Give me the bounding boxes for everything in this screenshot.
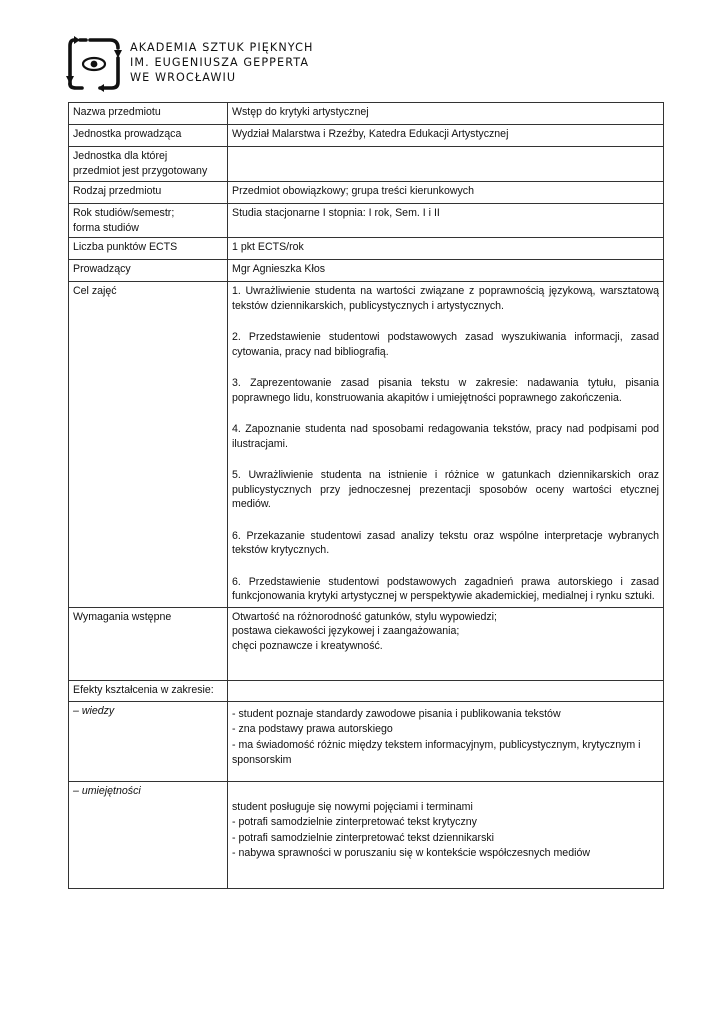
skill-line: - nabywa sprawności w poruszaniu się w kontekście współczesnych mediów: [232, 847, 590, 859]
row-label: Jednostka prowadząca: [69, 125, 228, 147]
row-value: [228, 282, 664, 608]
row-label: Efekty kształcenia w zakresie:: [69, 680, 228, 701]
goal-item: 4. Zapoznanie studenta nad sposobami redagowania tekstów, pracy nad podpisami pod ilustracjami.: [232, 423, 659, 450]
row-value: Studia stacjonarne I stopnia: I rok, Sem. I i II: [228, 204, 664, 238]
institution-line: IM. EUGENIUSZA GEPPERTA: [130, 56, 310, 69]
institution-line: WE WROCŁAWIU: [130, 71, 237, 84]
row-label-line: przedmiot jest przygotowany: [73, 164, 208, 177]
row-value: [228, 607, 664, 680]
table-row: [69, 282, 664, 608]
table-row: [69, 607, 664, 680]
row-value: 1 pkt ECTS/rok: [228, 238, 664, 260]
goal-item: 1. Uwrażliwienie studenta na wartości związane z poprawnością językową, warsztatową tekstów dziennikarskich, publicystycznych i artystycznych.: [232, 285, 659, 312]
goal-item: 6. Przedstawienie studentowi podstawowych zagadnień prawa autorskiego i zasad funkcjonowania krytyki artystycznej w perspektywie akademickiej, medialnej i rynku sztuki.: [232, 575, 659, 602]
requirement-line: chęci poznawcze i kreatywność.: [232, 639, 383, 652]
row-value: Mgr Agnieszka Kłos: [228, 260, 664, 282]
row-value: [228, 781, 664, 888]
row-value: [228, 701, 664, 781]
goal-item: 3. Zaprezentowanie zasad pisania tekstu w zakresie: nadawania tytułu, pisania poprawnego lidu, konstruowania akapitów i umiejętności poprawnego zakończenia.: [232, 377, 659, 404]
skill-line: - potrafi samodzielnie zinterpretować tekst krytyczny: [232, 816, 477, 828]
goal-item: 2. Przedstawienie studentowi podstawowych zasad wyszukiwania informacji, zasad cytowania, pracy nad bibliografią.: [232, 331, 659, 358]
knowledge-line: - student poznaje standardy zawodowe pisania i publikowania tekstów: [232, 707, 561, 720]
table-row: [69, 781, 664, 888]
institution-line: AKADEMIA SZTUK PIĘKNYCH: [130, 41, 314, 54]
goal-item: 6. Przekazanie studentowi zasad analizy tekstu oraz wspólne interpretacje wybranych tekstów krytycznych.: [232, 529, 659, 556]
row-label: Nazwa przedmiotu: [69, 103, 228, 125]
row-value: Wydział Malarstwa i Rzeźby, Katedra Edukacji Artystycznej: [228, 125, 664, 147]
row-label: Cel zajęć: [69, 282, 228, 608]
table-row: [69, 238, 664, 260]
table-row: [69, 680, 664, 701]
row-label-line: Jednostka dla której: [73, 150, 168, 162]
row-value: [228, 680, 664, 701]
row-value: [228, 147, 664, 182]
requirement-line: Otwartość na różnorodność gatunków, stylu wypowiedzi;: [232, 610, 497, 623]
requirement-line: postawa ciekawości językowej i zaangażowania;: [232, 625, 460, 637]
row-label: [69, 147, 228, 182]
row-label: Prowadzący: [69, 260, 228, 282]
skill-line: student posługuje się nowymi pojęciami i terminami: [232, 800, 473, 813]
table-row: [69, 125, 664, 147]
institution-name: [130, 40, 314, 85]
table-row: [69, 701, 664, 781]
skill-line: - potrafi samodzielnie zinterpretować tekst dziennikarski: [232, 831, 495, 844]
syllabus-table: [68, 102, 664, 889]
table-row: [69, 204, 664, 238]
row-label: [69, 204, 228, 238]
knowledge-line: - ma świadomość różnic między tekstem informacyjnym, publicystycznym, krytycznym i sponsorskim: [232, 738, 641, 766]
row-value: Przedmiot obowiązkowy; grupa treści kierunkowych: [228, 182, 664, 204]
table-row: [69, 103, 664, 125]
table-row: [69, 147, 664, 182]
row-label: Wymagania wstępne: [69, 607, 228, 680]
academy-logo: [66, 36, 122, 92]
row-value: Wstęp do krytyki artystycznej: [228, 103, 664, 125]
table-row: [69, 260, 664, 282]
goal-item: 5. Uwrażliwienie studenta na istnienie i różnice w gatunkach dziennikarskich oraz publicystycznych przy jednoczesnej prezentacji sposobów oceny wartości etycznej mediów.: [232, 469, 659, 510]
row-label-line: forma studiów: [73, 221, 139, 234]
row-label: Liczba punktów ECTS: [69, 238, 228, 260]
row-label: Rodzaj przedmiotu: [69, 182, 228, 204]
row-label-line: Rok studiów/semestr;: [73, 207, 175, 219]
table-row: [69, 182, 664, 204]
header: [66, 36, 466, 92]
knowledge-line: - zna podstawy prawa autorskiego: [232, 723, 393, 735]
row-label: – umiejętności: [69, 781, 228, 888]
row-label: – wiedzy: [69, 701, 228, 781]
